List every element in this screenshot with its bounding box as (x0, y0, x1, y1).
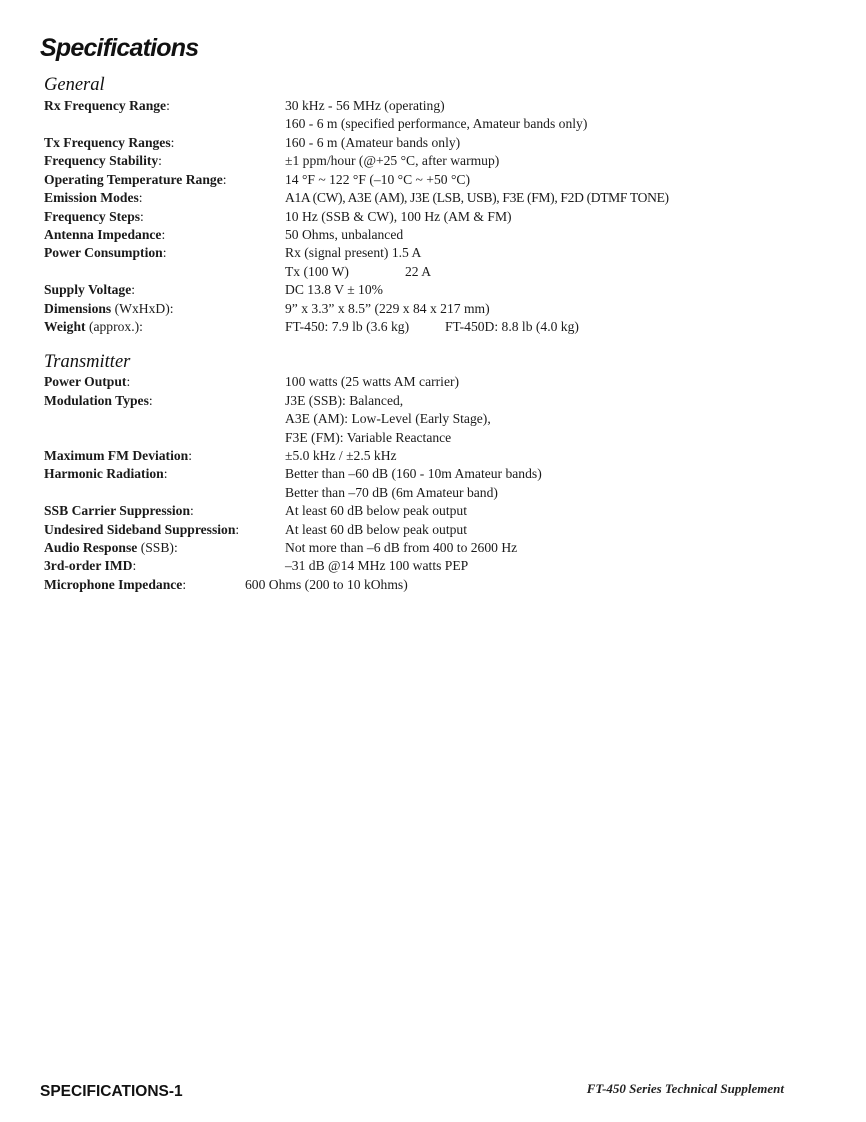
spec-row-continuation (44, 263, 804, 281)
spec-label: Dimensions (WxHxD): (44, 301, 174, 316)
spec-value: At least 60 dB below peak output (285, 503, 467, 518)
spec-value: 30 kHz - 56 MHz (operating) (285, 98, 445, 113)
spec-label: Microphone Impedance: (44, 577, 187, 592)
spec-row-modulation-types (44, 392, 804, 410)
spec-value: DC 13.8 V ± 10% (285, 282, 383, 297)
spec-row-antenna-impedance (44, 226, 804, 244)
spec-value: 10 Hz (SSB & CW), 100 Hz (AM & FM) (285, 209, 512, 224)
spec-row-maximum-fm-deviation (44, 447, 804, 465)
spec-value: Tx (100 W) (285, 264, 349, 279)
spec-value: 100 watts (25 watts AM carrier) (285, 374, 460, 389)
spec-label: Power Consumption: (44, 245, 167, 260)
spec-value: 9” x 3.3” x 8.5” (229 x 84 x 217 mm) (285, 301, 490, 316)
spec-value: Not more than –6 dB from 400 to 2600 Hz (285, 540, 518, 555)
spec-label: Harmonic Radiation: (44, 466, 168, 481)
spec-label: Frequency Steps: (44, 209, 144, 224)
spec-row-audio-response (44, 539, 804, 557)
footer-page-label: SPECIFICATIONS-1 (40, 1083, 183, 1100)
spec-row-continuation (44, 484, 804, 502)
spec-row-harmonic-radiation (44, 465, 804, 483)
spec-row-continuation (44, 429, 804, 447)
spec-label: Maximum FM Deviation: (44, 448, 193, 463)
spec-row-continuation (44, 410, 804, 428)
spec-row-power-output (44, 373, 804, 391)
spec-row-emission-modes (44, 189, 804, 207)
page-title: Specifications (40, 34, 199, 62)
spec-value: Rx (signal present) 1.5 A (285, 245, 422, 260)
spec-label: Audio Response (SSB): (44, 540, 178, 555)
section-heading-general: General (44, 75, 105, 95)
spec-value: ±5.0 kHz / ±2.5 kHz (285, 448, 397, 463)
spec-row-frequency-stability (44, 152, 804, 170)
spec-value: FT-450: 7.9 lb (3.6 kg) (285, 319, 410, 334)
spec-value: J3E (SSB): Balanced, (285, 393, 404, 408)
spec-label: Weight (approx.): (44, 319, 143, 334)
spec-value: A3E (AM): Low-Level (Early Stage), (285, 411, 491, 426)
spec-label: 3rd-order IMD: (44, 558, 137, 573)
spec-value: At least 60 dB below peak output (285, 522, 467, 537)
spec-value-secondary: 22 A (405, 264, 432, 279)
spec-value: A1A (CW), A3E (AM), J3E (LSB, USB), F3E (FM), F2D (DTMF TONE) (285, 190, 669, 205)
spec-label: Rx Frequency Range: (44, 98, 170, 113)
spec-row-3rd-order-imd (44, 557, 804, 575)
spec-label: Operating Temperature Range: (44, 172, 227, 187)
spec-row-undesired-sideband-suppression (44, 521, 804, 539)
spec-value: –31 dB @14 MHz 100 watts PEP (285, 558, 469, 573)
spec-value: Better than –60 dB (160 - 10m Amateur bands) (285, 466, 542, 481)
spec-row-continuation (44, 115, 804, 133)
spec-row-supply-voltage (44, 281, 804, 299)
spec-row-operating-temperature-range (44, 171, 804, 189)
spec-row-ssb-carrier-suppression (44, 502, 804, 520)
spec-label: SSB Carrier Suppression: (44, 503, 194, 518)
spec-label: Power Output: (44, 374, 131, 389)
spec-row-tx-frequency-ranges (44, 134, 804, 152)
spec-value: 160 - 6 m (Amateur bands only) (285, 135, 461, 150)
spec-row-frequency-steps (44, 208, 804, 226)
spec-value: 50 Ohms, unbalanced (285, 227, 404, 242)
spec-row-power-consumption (44, 244, 804, 262)
spec-label: Emission Modes: (44, 190, 143, 205)
spec-label: Frequency Stability: (44, 153, 162, 168)
spec-label: Tx Frequency Ranges: (44, 135, 175, 150)
section-heading-transmitter: Transmitter (44, 352, 131, 372)
spec-label: Antenna Impedance: (44, 227, 166, 242)
spec-value: 160 - 6 m (specified performance, Amateur bands only) (285, 116, 588, 131)
spec-value: 14 °F ~ 122 °F (–10 °C ~ +50 °C) (285, 172, 470, 187)
spec-value-secondary: FT-450D: 8.8 lb (4.0 kg) (445, 319, 579, 334)
spec-label: Modulation Types: (44, 393, 153, 408)
spec-row-dimensions (44, 300, 804, 318)
spec-value: 600 Ohms (200 to 10 kOhms) (245, 577, 408, 592)
footer-document-title: FT-450 Series Technical Supplement (586, 1081, 784, 1096)
spec-row-weight (44, 318, 804, 336)
spec-label: Supply Voltage: (44, 282, 136, 297)
spec-row-rx-frequency-range (44, 97, 804, 115)
spec-value: Better than –70 dB (6m Amateur band) (285, 485, 498, 500)
spec-label: Undesired Sideband Suppression: (44, 522, 240, 537)
spec-row-microphone-impedance (44, 576, 804, 594)
spec-value: F3E (FM): Variable Reactance (285, 430, 452, 445)
spec-value: ±1 ppm/hour (@+25 °C, after warmup) (285, 153, 500, 168)
